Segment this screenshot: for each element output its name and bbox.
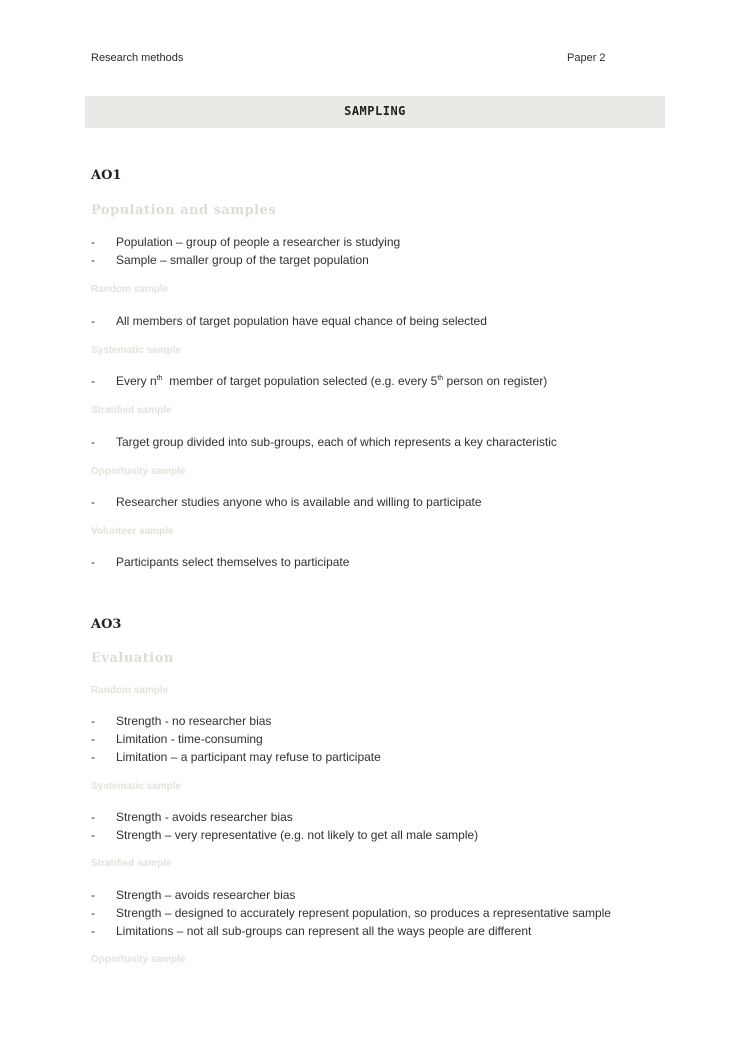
list-item: - Participants select themselves to participate <box>91 555 350 569</box>
list-item: - Strength – avoids researcher bias <box>91 888 296 902</box>
header-left: Research methods <box>91 52 184 64</box>
ao1-section-title: Population and samples <box>91 203 277 218</box>
page-title: SAMPLING <box>344 104 406 118</box>
title-band <box>85 96 665 128</box>
list-item: - Sample – smaller group of the target population <box>91 253 369 267</box>
ao1-heading: AO1 <box>91 168 122 183</box>
subheading-stratified: Stratified sample <box>91 405 172 416</box>
list-item: - Every $n^{th}$ member of target population selected (e.g. every 5th person on register) <box>91 374 548 388</box>
subheading-random: Random sample <box>91 284 169 295</box>
list-item: - Limitation - time-consuming <box>91 732 263 746</box>
subheading-stratified: Stratified sample <box>91 858 172 869</box>
header-right: Paper 2 <box>567 52 606 64</box>
list-item: - Strength - avoids researcher bias <box>91 810 293 824</box>
list-item: - Target group divided into sub-groups, each of which represents a key characteristic <box>91 435 557 449</box>
subheading-opportunity: Opportunity sample <box>91 466 186 477</box>
ao3-heading: AO3 <box>91 617 122 632</box>
subheading-systematic: Systematic sample <box>91 781 182 792</box>
list-item: - Strength – very representative (e.g. not likely to get all male sample) <box>91 828 479 842</box>
subheading-volunteer: Volunteer sample <box>91 526 174 537</box>
list-item: - Limitation – a participant may refuse to participate <box>91 750 381 764</box>
list-item: - Researcher studies anyone who is available and willing to participate <box>91 495 482 509</box>
ao3-section-title: Evaluation <box>91 651 174 666</box>
subheading-random: Random sample <box>91 685 169 696</box>
list-item: - Strength – designed to accurately represent population, so produces a representative sample <box>91 906 611 920</box>
subheading-opportunity: Opportunity sample <box>91 954 186 965</box>
list-item: - Strength - no researcher bias <box>91 714 272 728</box>
list-item: - Limitations – not all sub-groups can represent all the ways people are different <box>91 924 532 938</box>
list-item: - All members of target population have equal chance of being selected <box>91 314 487 328</box>
subheading-systematic: Systematic sample <box>91 345 182 356</box>
list-item: - Population – group of people a researcher is studying <box>91 235 401 249</box>
